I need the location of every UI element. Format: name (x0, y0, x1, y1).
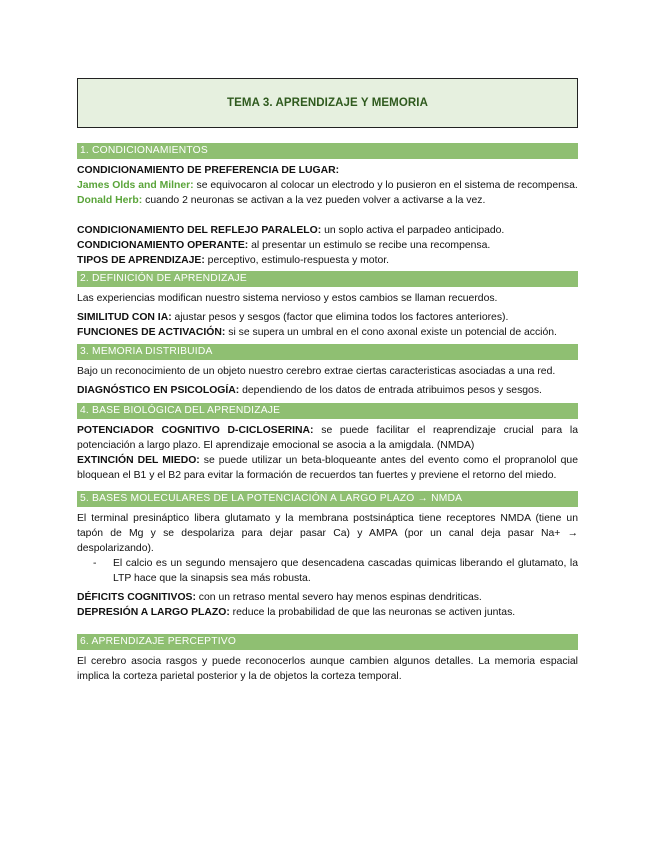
s4-paragraph-extincion: EXTINCIÓN DEL MIEDO: se puede utilizar un beta-bloqueante antes del evento como el propranolol que bloquean el B1 y el B2 para evitar la formación de recuerdos tan fuertes y previene el retorno del miedo. (77, 455, 578, 481)
s3-paragraph-1: Bajo un reconocimiento de un objeto nuestro cerebro extrae ciertas caracteristicas asociadas a una red. (77, 366, 556, 377)
s6-paragraph-1: El cerebro asocia rasgos y puede reconocerlos aunque cambien algunos detalles. La memoria espacial implica la corteza parietal posterior y la de objetos la corteza temporal. (77, 656, 578, 682)
s1-heading: CONDICIONAMIENTO DE PREFERENCIA DE LUGAR: (77, 165, 340, 176)
s5-paragraph-1: El terminal presináptico libera glutamato y la membrana postsináptica tiene receptores NMDA (tiene un tapón de Mg y se despolariza para dejar pasar Ca) y AMPA (por un canal deja pasar Na+ → despolarizando). (77, 513, 578, 554)
s3-paragraph-diagnostico: DIAGNÓSTICO EN PSICOLOGÍA: dependiendo de los datos de entrada atribuimos pesos y sesgos. (77, 385, 542, 396)
s1-paragraph-herb: Donald Herb: cuando 2 neuronas se activan a la vez pueden volver a activarse a la vez. (77, 195, 486, 206)
s5-list (77, 556, 578, 586)
s5-paragraph-depresion: DEPRESIÓN A LARGO PLAZO: reduce la probabilidad de que las neuronas se activen juntas. (77, 607, 516, 618)
s1-paragraph-olds: James Olds and Milner: se equivocaron al colocar un electrodo y lo pusieron en el sistema de recompensa. (77, 180, 578, 191)
s1-paragraph-tipos: TIPOS DE APRENDIZAJE: perceptivo, estimulo-respuesta y motor. (77, 255, 390, 266)
s1-paragraph-operante: CONDICIONAMIENTO OPERANTE: al presentar un estimulo se recibe una recompensa. (77, 240, 491, 251)
s2-paragraph-1: Las experiencias modifican nuestro sistema nervioso y estos cambios se llaman recuerdos. (77, 293, 498, 304)
s1-paragraph-reflejo: CONDICIONAMIENTO DEL REFLEJO PARALELO: un soplo activa el parpadeo anticipado. (77, 225, 505, 236)
s4-paragraph-potenciador: POTENCIADOR COGNITIVO D-CICLOSERINA: se puede facilitar el reaprendizaje crucial para la potenciación a largo plazo. El aprendizaje emocional se asocia a la amigdala. (NMDA) (77, 425, 578, 451)
list-item: - El calcio es un segundo mensajero que desencadena cascadas quimicas liberando el glutamato, la LTP hace que la sinapsis sea más robusta. (113, 556, 578, 586)
s2-paragraph-ia: SIMILITUD CON IA: ajustar pesos y sesgos (factor que elimina todos los factores anteriores). (77, 312, 509, 323)
section-header-2: 2. DEFINICIÓN DE APRENDIZAJE (77, 271, 578, 287)
section-header-4: 4. BASE BIOLÓGICA DEL APRENDIZAJE (77, 403, 578, 419)
section-header-3: 3. MEMORIA DISTRIBUIDA (77, 344, 578, 360)
section-header-5: 5. BASES MOLECULARES DE LA POTENCIACIÓN A LARGO PLAZO → NMDA (77, 491, 578, 507)
title-box (77, 78, 578, 128)
document-title: TEMA 3. APRENDIZAJE Y MEMORIA (227, 97, 428, 109)
document-page (77, 78, 578, 684)
section-header-6: 6. APRENDIZAJE PERCEPTIVO (77, 634, 578, 650)
section-header-1: 1. CONDICIONAMIENTOS (77, 143, 578, 159)
s5-paragraph-deficits: DÉFICITS COGNITIVOS: con un retraso mental severo hay menos espinas dendriticas. (77, 592, 482, 603)
s2-paragraph-activacion: FUNCIONES DE ACTIVACIÓN: si se supera un umbral en el cono axonal existe un potencial de acción. (77, 327, 557, 338)
